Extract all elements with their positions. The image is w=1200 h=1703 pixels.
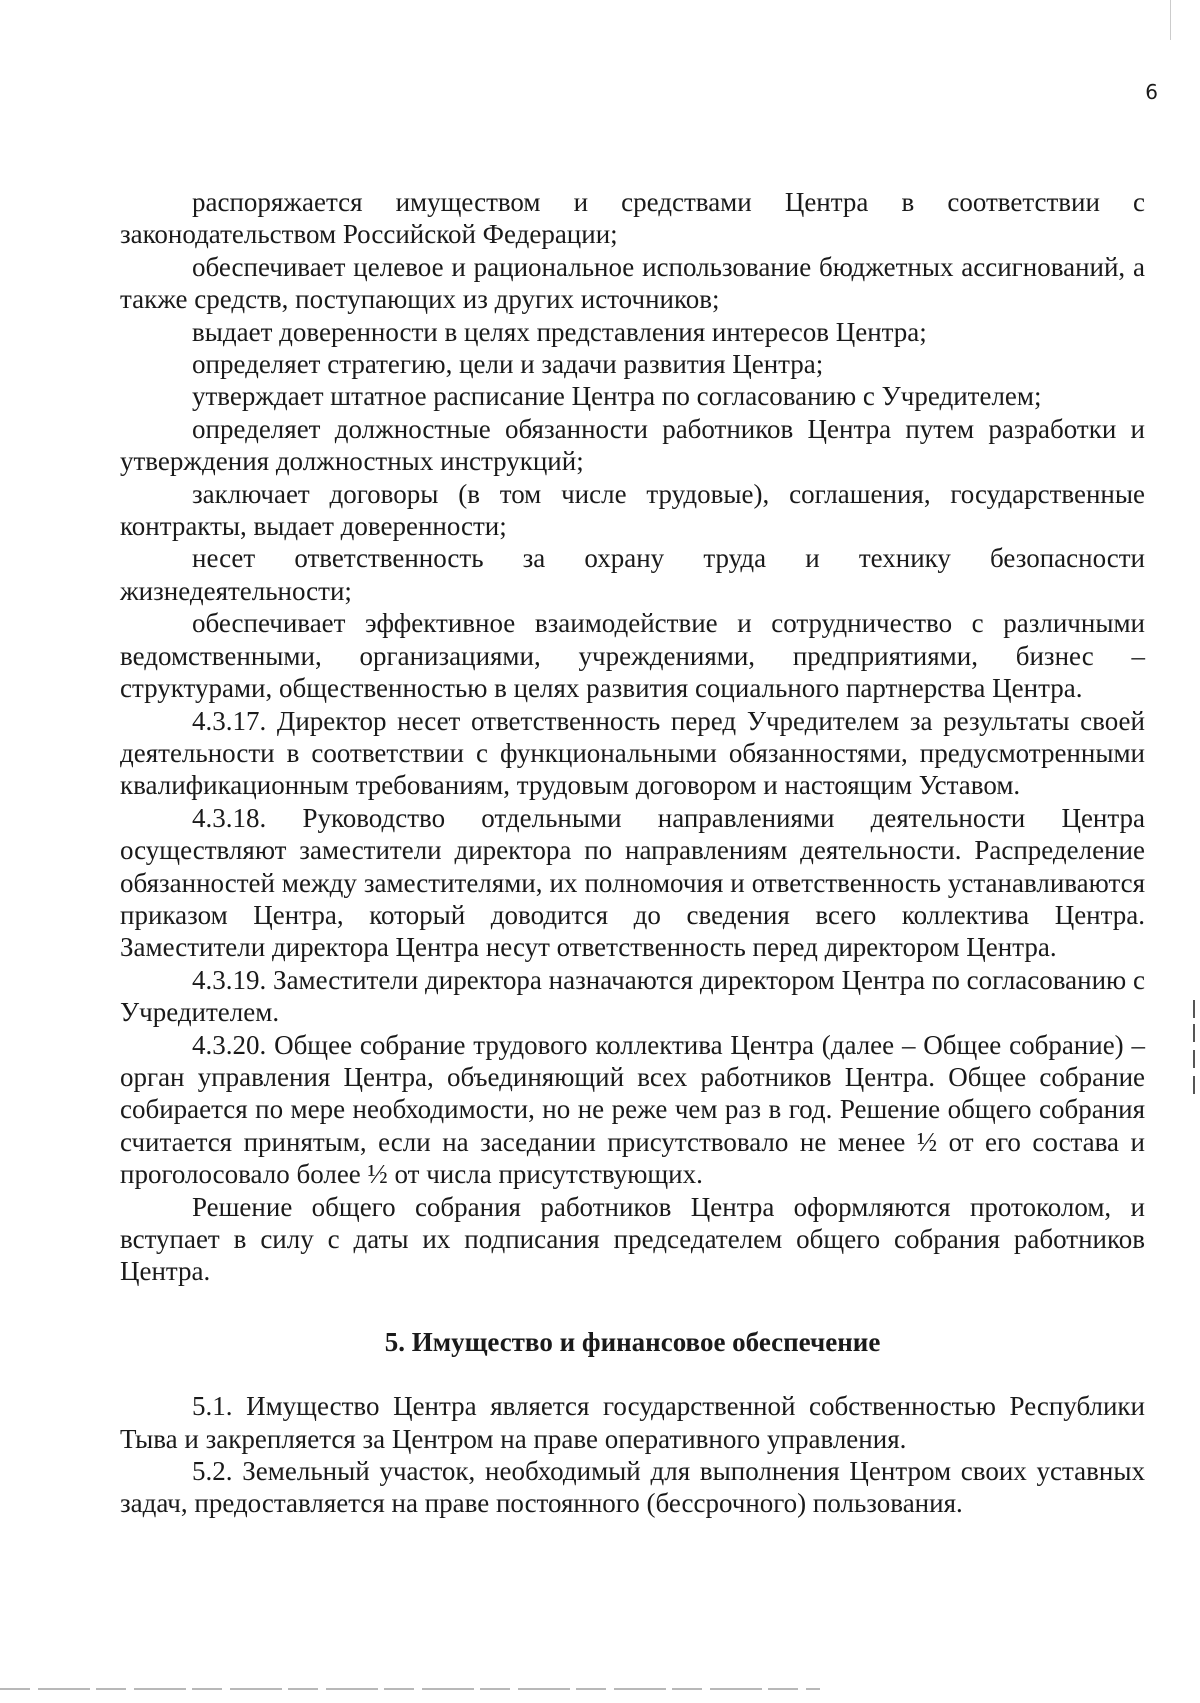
scan-artifact-line xyxy=(0,1688,820,1690)
paragraph: Решение общего собрания работников Центра оформляются протоколом, и вступает в силу с даты их подписания председателем общего собрания работников Центра. xyxy=(120,1191,1145,1287)
paragraph-4-3-19: 4.3.19. Заместители директора назначаются директором Центра по согласованию с Учредителем. xyxy=(120,964,1145,1028)
page-number: 6 xyxy=(1145,80,1158,104)
paragraph-4-3-18: 4.3.18. Руководство отдельными направлениями деятельности Центра осуществляют заместители директора по направлениям деятельности. Распределение обязанностей между заместителями, их полномочия и ответственность устанавливаются приказом Центра, который доводится до сведения всего коллектива Центра. Заместители директора Центра несут ответственность перед директором Центра. xyxy=(120,802,1145,963)
margin-mark xyxy=(1193,1076,1195,1094)
paragraph: распоряжается имуществом и средствами Центра в соответствии с законодательством Российской Федерации; xyxy=(120,187,1145,250)
scan-edge-line xyxy=(1170,0,1171,40)
document-body xyxy=(120,186,1145,1520)
paragraph: выдает доверенности в целях представления интересов Центра; xyxy=(192,316,927,347)
paragraph-4-3-20: 4.3.20. Общее собрание трудового коллектива Центра (далее – Общее собрание) – орган управления Центра, объединяющий всех работников Центра. Общее собрание собирается по мере необходимости, но не реже чем раз в год. Решение общего собрания считается принятым, если на заседании присутствовало не менее ½ от его состава и проголосовало более ½ от числа присутствующих. xyxy=(120,1029,1145,1190)
paragraph: обеспечивает эффективное взаимодействие и сотрудничество с различными ведомственными, организациями, учреждениями, предприятиями, бизнес – структурами, общественностью в целях развития социального партнерства Центра. xyxy=(120,608,1145,704)
paragraph-5-2: 5.2. Земельный участок, необходимый для выполнения Центром своих уставных задач, предоставляется на праве постоянного (бессрочного) пользования. xyxy=(120,1456,1145,1519)
paragraph-5-1: 5.1. Имущество Центра является государственной собственностью Республики Тыва и закрепляется за Центром на праве оперативного управления. xyxy=(120,1391,1145,1454)
paragraph: обеспечивает целевое и рациональное использование бюджетных ассигнований, а также средств, поступающих из других источников; xyxy=(120,251,1145,315)
margin-mark xyxy=(1193,1024,1195,1042)
paragraph: определяет стратегию, цели и задачи развития Центра; xyxy=(192,349,824,380)
paragraph: определяет должностные обязанности работников Центра путем разработки и утверждения должностных инструкций; xyxy=(120,413,1145,477)
paragraph: утверждает штатное расписание Центра по согласованию с Учредителем; xyxy=(192,381,1042,412)
margin-mark xyxy=(1193,1000,1195,1018)
paragraph: заключает договоры (в том числе трудовые), соглашения, государственные контракты, выдает доверенности; xyxy=(120,478,1145,542)
margin-mark xyxy=(1193,1050,1195,1068)
paragraph: несет ответственность за охрану труда и технику безопасности жизнедеятельности; xyxy=(120,543,1145,606)
section-heading: 5. Имущество и финансовое обеспечение xyxy=(384,1326,881,1357)
paragraph-4-3-17: 4.3.17. Директор несет ответственность перед Учредителем за результаты своей деятельности в соответствии с функциональными обязанностями, предусмотренными квалификационным требованиям, трудовым договором и настоящим Уставом. xyxy=(120,705,1145,801)
